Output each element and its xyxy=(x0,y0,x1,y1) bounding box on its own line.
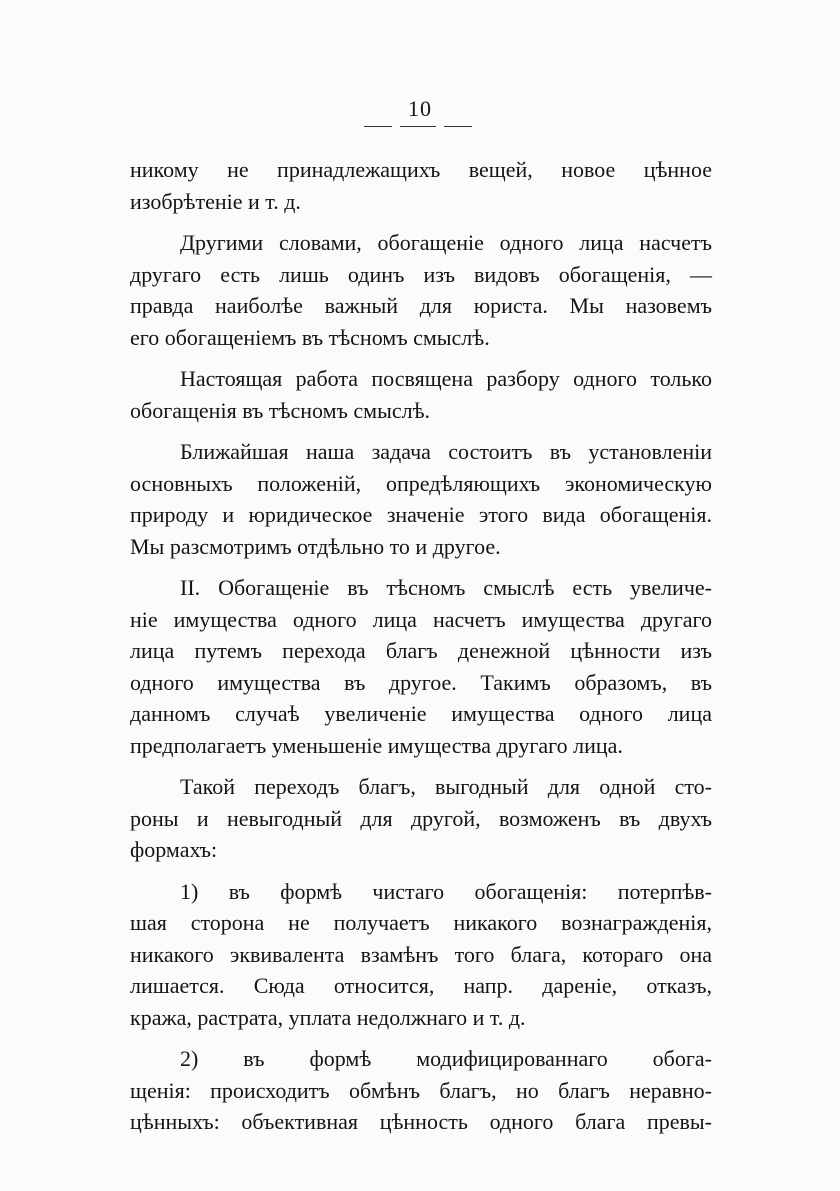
page-number-container xyxy=(0,96,840,124)
text-line: роны и невыгодный для другой, возможенъ въ двухъ xyxy=(130,805,712,831)
page-rule-gap xyxy=(392,124,400,129)
paragraph xyxy=(130,572,712,761)
text-line: никакого эквивалента взамѣнъ того блага, котораго она xyxy=(130,941,712,967)
text-line: шая сторона не получаетъ никакого вознагражденія, xyxy=(130,910,712,935)
text-line: формахъ: xyxy=(130,837,218,862)
text-line: основныхъ положеній, опредѣляющихъ экономическую xyxy=(130,470,712,496)
text-line: одного имущества въ другое. Такимъ образомъ, въ xyxy=(130,669,712,695)
text-line: 2) въ формѣ модифицированнаго обога- xyxy=(180,1046,712,1071)
text-line: щенія: происходитъ обмѣнъ благъ, но благъ неравно- xyxy=(130,1077,712,1103)
text-line: никому не принадлежащихъ вещей, новое цѣнное xyxy=(130,157,712,182)
text-line: 1) въ формѣ чистаго обогащенія: потерпѣв- xyxy=(180,878,712,904)
text-line: цѣнныхъ: объективная цѣнность одного блага превы- xyxy=(130,1109,712,1134)
paragraph xyxy=(130,436,712,562)
text-line: Другими словами, обогащеніе одного лица насчетъ xyxy=(180,230,712,255)
paragraph xyxy=(130,771,712,866)
text-line: лица путемъ перехода благъ денежной цѣнности изъ xyxy=(130,638,712,663)
paragraph xyxy=(130,363,712,426)
paragraph xyxy=(130,227,712,353)
page-number: 10 xyxy=(408,96,432,121)
text-line: его обогащеніемъ въ тѣсномъ смыслѣ. xyxy=(130,324,490,350)
text-line: Такой переходъ благъ, выгодный для одной сто- xyxy=(180,774,712,799)
text-line: обогащенія въ тѣсномъ смыслѣ. xyxy=(130,397,431,423)
body-text xyxy=(130,154,712,1138)
text-line: кража, растрата, уплата недолжнаго и т. д. xyxy=(130,1004,526,1030)
text-line: лишается. Сюда относится, напр. дареніе, отказъ, xyxy=(130,973,712,998)
text-line: Настоящая работа посвящена разбору одного только xyxy=(180,366,712,391)
text-line: данномъ случаѣ увеличеніе имущества одного лица xyxy=(130,701,712,726)
text-line: другаго есть лишь одинъ изъ видовъ обогащенія, — xyxy=(130,261,712,287)
page-number-rule xyxy=(364,126,472,127)
text-line: изобрѣтеніе и т. д. xyxy=(130,188,301,214)
text-line: ніе имущества одного лица насчетъ имущества другаго xyxy=(130,606,712,632)
paragraph xyxy=(130,1043,712,1138)
text-line: природу и юридическое значеніе этого вида обогащенія. xyxy=(130,502,712,527)
page-rule-gap xyxy=(436,124,444,129)
text-line: II. Обогащеніе въ тѣсномъ смыслѣ есть увеличе- xyxy=(180,575,712,600)
text-line: предполагаетъ уменьшеніе имущества другаго лица. xyxy=(130,732,623,758)
text-line: Мы разсмотримъ отдѣльно то и другое. xyxy=(130,533,501,559)
paragraph xyxy=(130,876,712,1034)
paragraph xyxy=(130,154,712,217)
text-line: правда наиболѣе важный для юриста. Мы назовемъ xyxy=(130,293,712,318)
text-line: Ближайшая наша задача состоитъ въ установленіи xyxy=(180,439,712,464)
